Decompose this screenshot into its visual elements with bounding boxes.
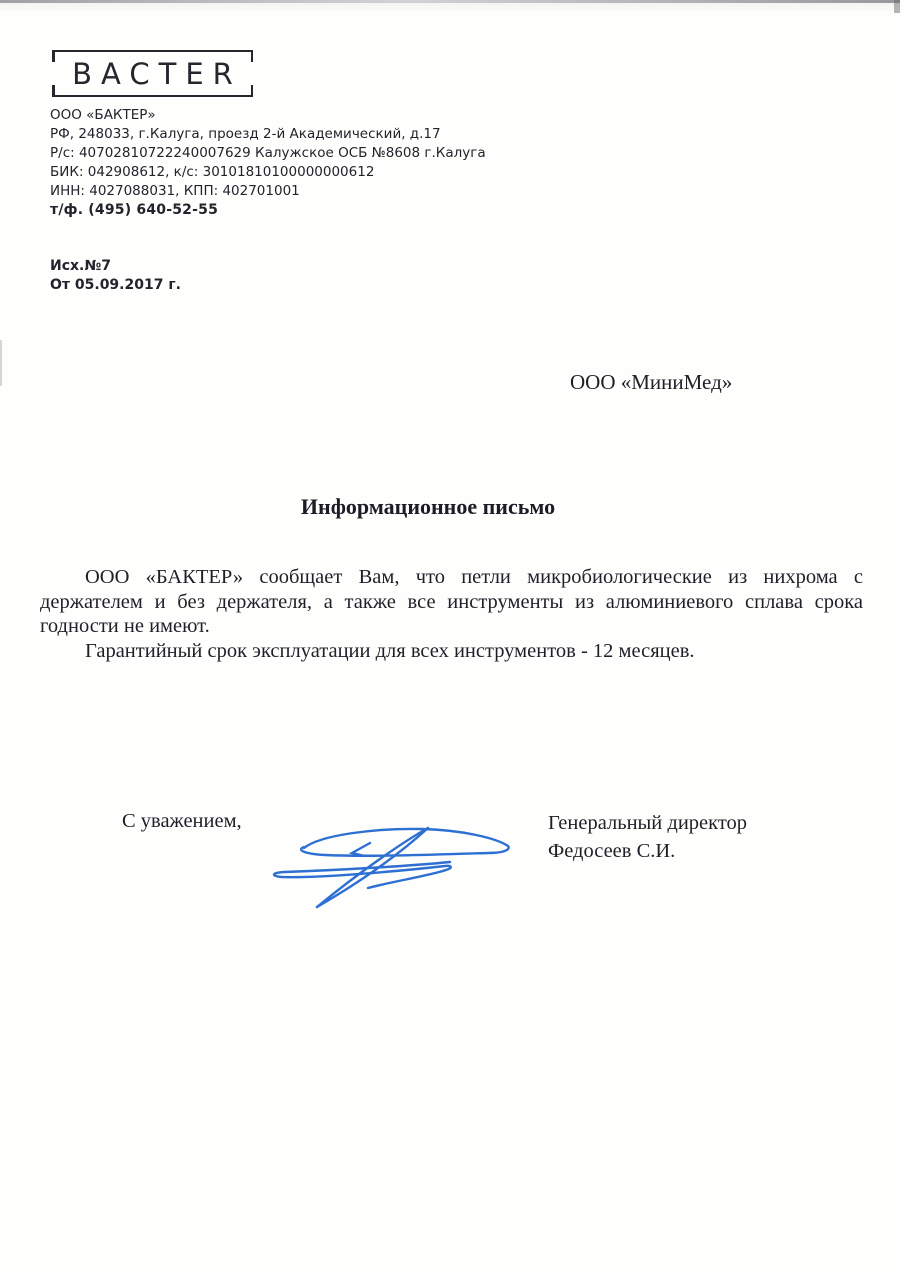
body-paragraph-1: ООО «БАКТЕР» сообщает Вам, что петли микробиологические из нихрома с держателем и без держателя, а также все инструменты из алюминиевого сплава срока годности не имеют. (40, 566, 863, 637)
logo-corner-tick (52, 52, 55, 62)
letter-body (40, 565, 863, 663)
logo-corner-tick (251, 52, 254, 62)
scan-corner-artifact (894, 0, 900, 13)
logo-corner-tick (251, 85, 254, 95)
company-address-line: РФ, 248033, г.Калуга, проезд 2-й Академический, д.17 (50, 126, 441, 142)
reference-block (50, 257, 181, 294)
company-inn-line: ИНН: 4027088031, КПП: 402701001 (50, 183, 300, 199)
logo-text: BACTER (72, 56, 242, 91)
company-name-line: ООО «БАКТЕР» (50, 107, 156, 123)
company-phone-line: т/ф. (495) 640-52-55 (50, 202, 219, 218)
letter-title: Информационное письмо (300, 494, 556, 519)
body-paragraph-2: Гарантийный срок эксплуатации для всех инструментов - 12 месяцев. (85, 639, 695, 662)
signature-ink (260, 800, 520, 915)
addressee: ООО «МиниМед» (570, 370, 733, 394)
bacter-logo (52, 50, 253, 97)
signer-block (548, 809, 747, 865)
letter-date: От 05.09.2017 г. (50, 276, 181, 293)
outgoing-number: Исх.№7 (50, 258, 111, 274)
closing-phrase: С уважением, (122, 810, 242, 832)
logo-corner-tick (52, 85, 55, 95)
scan-left-artifact (0, 340, 2, 386)
scan-shade-artifact (0, 3, 900, 13)
company-bik-line: БИК: 042908612, к/с: 30101810100000000612 (50, 164, 375, 180)
signer-name: Федосеев С.И. (548, 840, 676, 862)
signer-title: Генеральный директор (548, 812, 748, 834)
company-account-line: Р/с: 40702810722240007629 Калужское ОСБ №8608 г.Калуга (50, 145, 486, 161)
letterhead-contacts (50, 106, 486, 220)
